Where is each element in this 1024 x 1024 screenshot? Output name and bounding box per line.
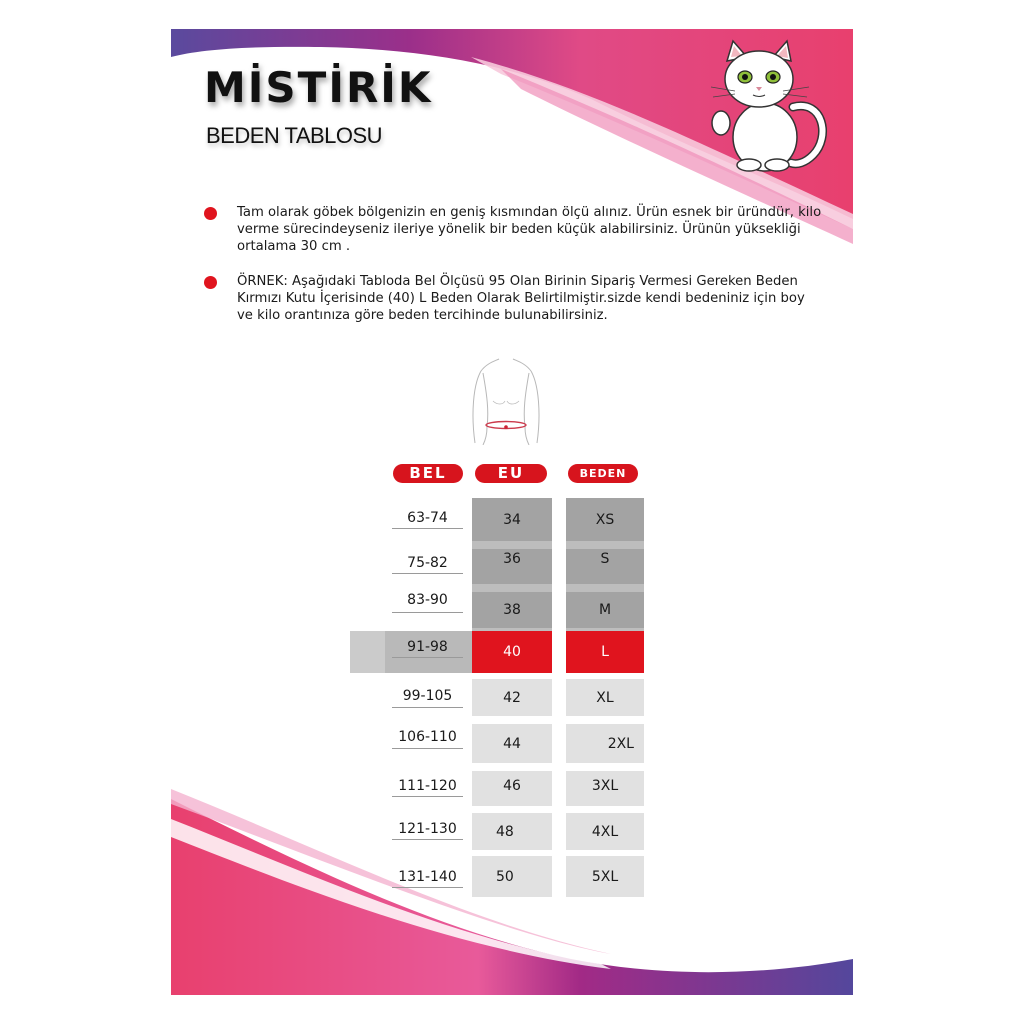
page-title: BEDEN TABLOSU [206,123,383,148]
brand-logo: MİSTİRİK [204,63,433,112]
beden-value: 2XL [566,724,644,763]
underline [392,796,463,797]
table-row [171,592,853,628]
eu-value: 34 [472,498,552,541]
underline [392,657,463,658]
row-separator [566,584,644,592]
table-row-highlighted [171,631,853,673]
bel-value: 75-82 [407,555,448,571]
column-header-beden: BEDEN [568,464,638,483]
column-header-eu: EU [475,464,547,483]
eu-value: 48 [472,813,552,850]
table-row [171,679,853,716]
table-row [171,771,853,806]
eu-value-selected: 40 [472,631,552,673]
bel-value: 83-90 [407,592,448,608]
underline [392,528,463,529]
example-text: ÖRNEK: Aşağıdaki Tabloda Bel Ölçüsü 95 Olan Birinin Sipariş Vermesi Gereken Beden Kırmızı Kutu İçerisinde (40) L Beden Olarak Belirtilmiştir.sizde kendi bedeniniz için boy ve kilo orantınıza göre beden tercihinde bulunabilirsiniz. [237,274,805,323]
waist-measure-torso-icon [461,355,551,445]
instruction-note-measure [204,204,824,255]
table-row [171,724,853,763]
table-row [171,549,853,584]
beden-value: XS [566,498,644,541]
underline [392,748,463,749]
cat-illustration-icon [705,37,835,173]
instruction-text: Tam olarak göbek bölgenizin en geniş kısmından ölçü alınız. Ürün esnek bir üründür, kilo verme sürecindeyseniz ileriye yönelik bir beden küçük alabilirsiniz. Ürünün yüksekliği ortalama 30 cm . [237,205,822,254]
beden-value-selected: L [566,631,644,673]
eu-value: 38 [472,592,552,628]
beden-value: M [566,592,644,628]
bel-value: 91-98 [407,639,448,655]
bel-value: 111-120 [398,778,457,794]
row-separator [566,541,644,549]
underline [392,707,463,708]
beden-value: S [566,549,644,584]
beden-value: 4XL [566,813,644,850]
eu-value: 46 [472,771,552,806]
row-separator [472,584,552,592]
instruction-note-example [204,273,824,324]
bel-value: 131-140 [398,869,457,885]
underline [392,839,463,840]
column-header-bel: BEL [393,464,463,483]
size-chart-page [171,29,853,995]
table-row [171,498,853,541]
bullet-dot-icon [204,207,217,220]
bel-value: 99-105 [402,688,453,704]
eu-value: 44 [472,724,552,763]
bullet-dot-icon [204,276,217,289]
row-separator [472,541,552,549]
bel-value: 121-130 [398,821,457,837]
table-row [171,856,853,897]
underline [392,887,463,888]
bel-value: 63-74 [407,510,448,526]
underline [392,612,463,613]
underline [392,573,463,574]
beden-value: 5XL [566,856,644,897]
eu-value: 42 [472,679,552,716]
beden-value: XL [566,679,644,716]
eu-value: 36 [472,549,552,584]
bel-value: 106-110 [398,729,457,745]
beden-value: 3XL [566,771,644,806]
table-row [171,813,853,850]
eu-value: 50 [472,856,552,897]
